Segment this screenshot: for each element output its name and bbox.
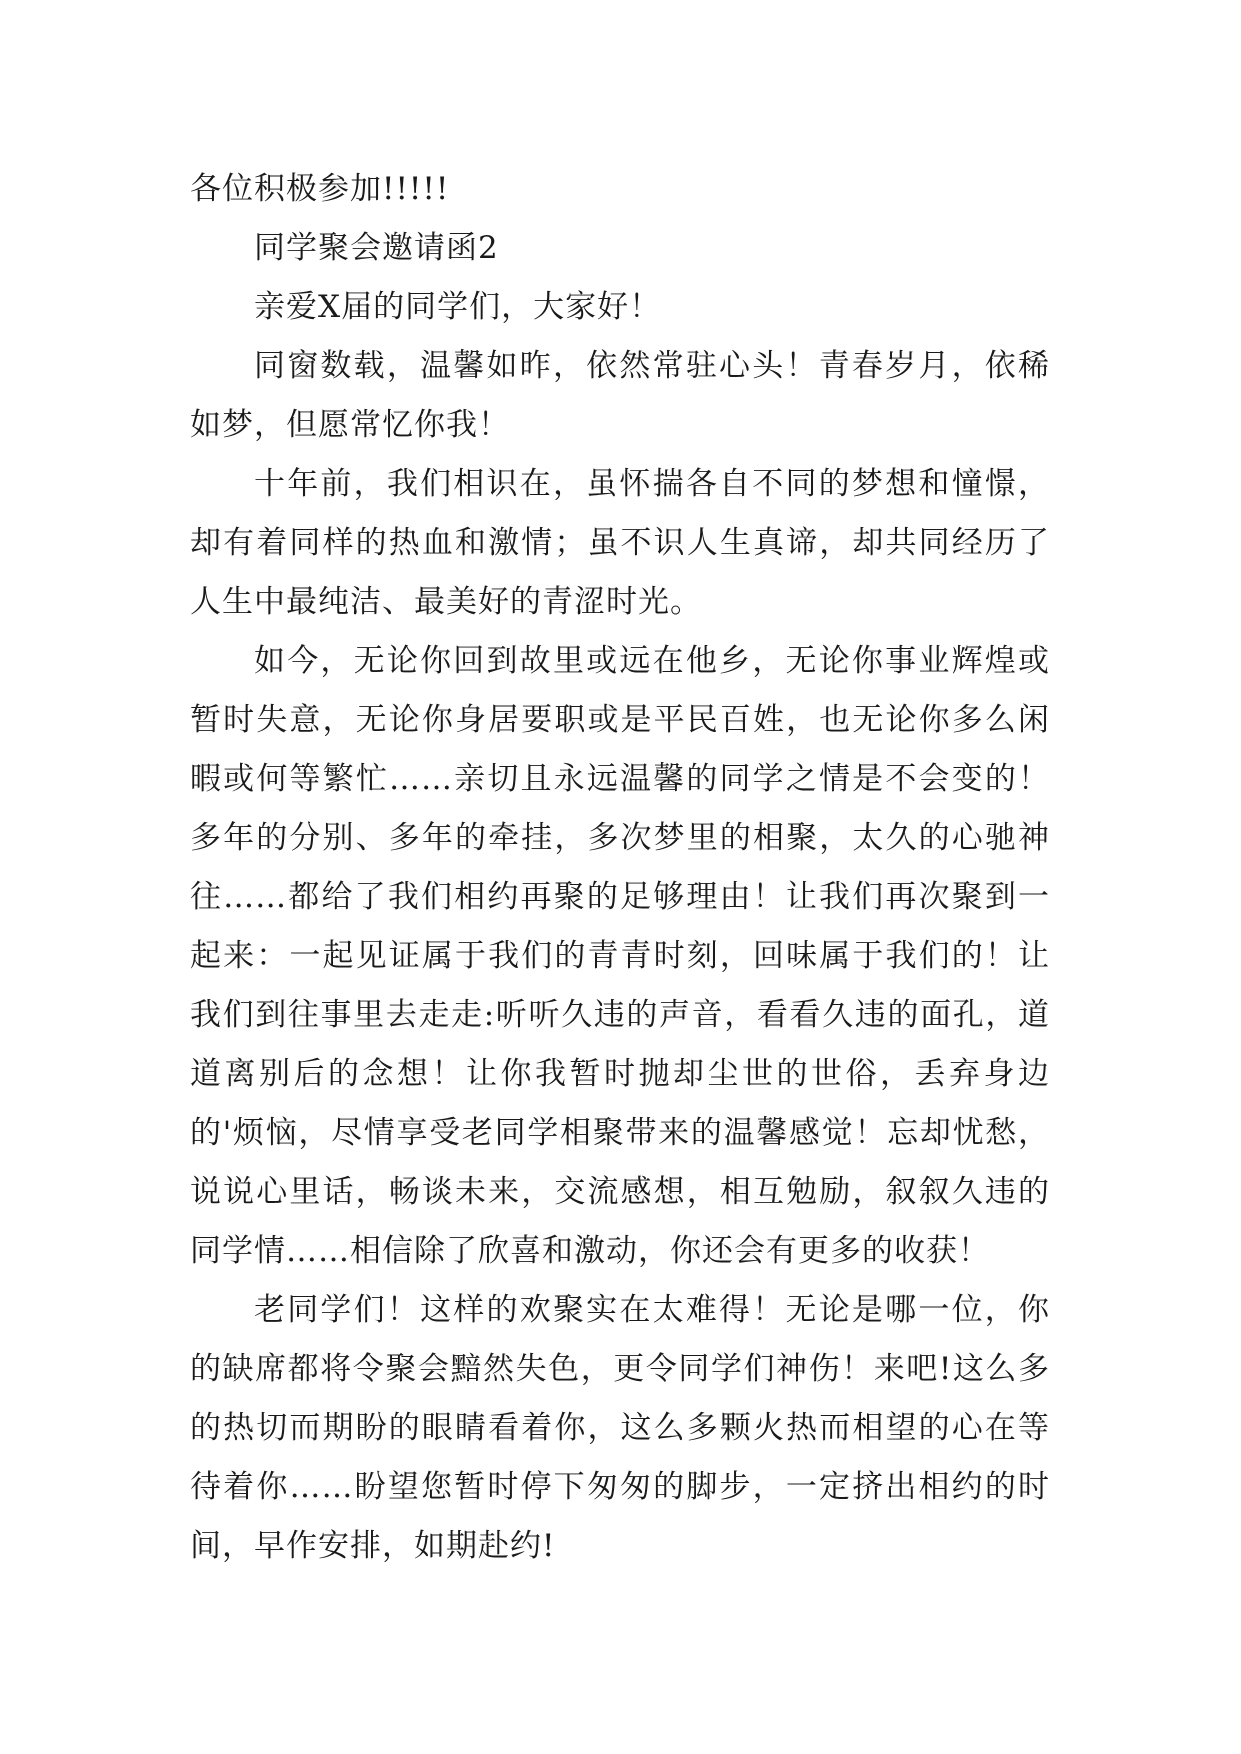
paragraph-body: 如今，无论你回到故里或远在他乡，无论你事业辉煌或暂时失意，无论你身居要职或是平民百姓，也无论你多么闲暇或何等繁忙……亲切且永远温馨的同学之情是不会变的！多年的分别、多年的牵挂，多次梦里的相聚，太久的心驰神往……都给了我们相约再聚的足够理由！让我们再次聚到一起来：一起见证属于我们的青青时刻，回味属于我们的！让我们到往事里去走走:听听久违的声音，看看久违的面孔，道道离别后的念想！让你我暂时抛却尘世的世俗，丢弃身边的'烦恼，尽情享受老同学相聚带来的温馨感觉！忘却忧愁，说说心里话，畅谈未来，交流感想，相互勉励，叙叙久违的同学情……相信除了欣喜和激动，你还会有更多的收获！ xyxy=(190,643,1050,1269)
paragraph-closing-line: 各位积极参加!!!!! xyxy=(190,171,450,207)
document-body xyxy=(190,160,1050,1576)
paragraph-body: 同窗数载，温馨如昨，依然常驻心头！青春岁月，依稀如梦，但愿常忆你我！ xyxy=(190,348,1050,443)
paragraph-heading: 同学聚会邀请函2 xyxy=(254,230,499,266)
paragraph-body: 十年前，我们相识在，虽怀揣各自不同的梦想和憧憬，却有着同样的热血和激情；虽不识人生真谛，却共同经历了人生中最纯洁、最美好的青涩时光。 xyxy=(190,466,1050,620)
paragraph-greeting: 亲爱X届的同学们，大家好！ xyxy=(254,289,662,325)
paragraph-body: 老同学们！这样的欢聚实在太难得！无论是哪一位，你的缺席都将令聚会黯然失色，更令同学们神伤！来吧!这么多的热切而期盼的眼睛看着你，这么多颗火热而相望的心在等待着你……盼望您暂时停下匆匆的脚步，一定挤出相约的时间，早作安排，如期赴约! xyxy=(190,1292,1050,1564)
